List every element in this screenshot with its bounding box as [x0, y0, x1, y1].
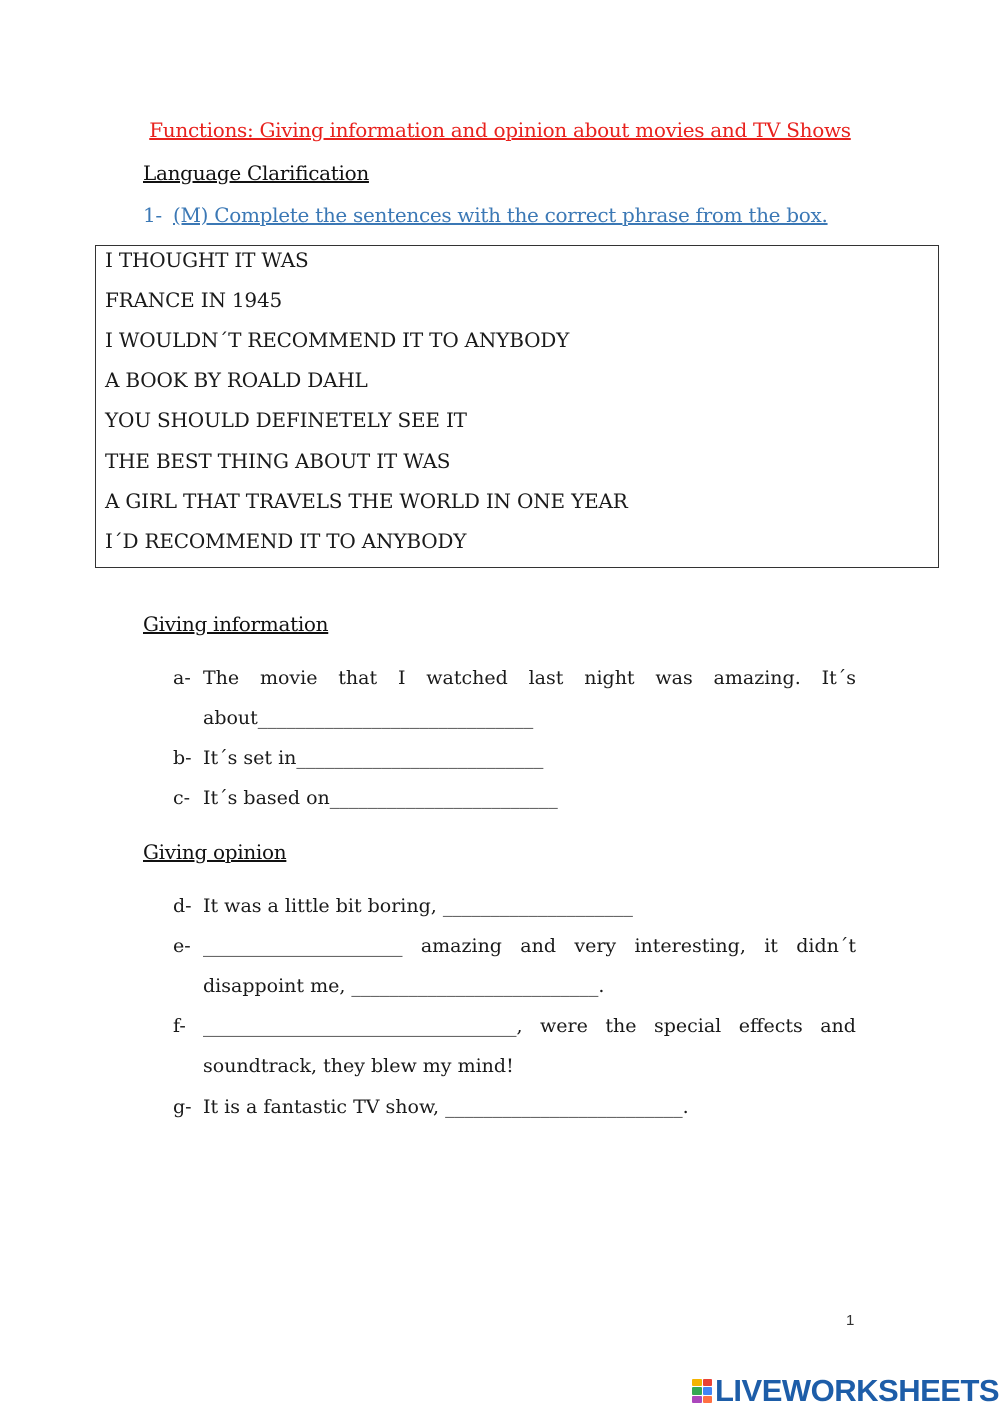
item-marker: g-	[173, 1096, 192, 1118]
sentence-a-blank[interactable]: about_____________________________	[203, 707, 534, 729]
giving-information-heading: Giving information	[143, 612, 329, 636]
sentence-g-blank[interactable]: It is a fantastic TV show, _________________________.	[203, 1096, 689, 1118]
box-phrase: I WOULDN´T RECOMMEND IT TO ANYBODY	[105, 328, 570, 352]
word: last	[528, 667, 564, 689]
word: was	[655, 667, 693, 689]
box-phrase: I THOUGHT IT WAS	[105, 248, 309, 272]
word: _________________________________,	[203, 1015, 523, 1037]
box-phrase: YOU SHOULD DEFINETELY SEE IT	[105, 408, 467, 432]
sentence-b-blank[interactable]: It´s set in__________________________	[203, 747, 544, 769]
box-phrase: A BOOK BY ROALD DAHL	[105, 368, 368, 392]
box-phrase: FRANCE IN 1945	[105, 288, 282, 312]
item-marker: c-	[173, 787, 191, 809]
exercise-instruction-text: (M) Complete the sentences with the correct phrase from the box.	[173, 203, 828, 227]
word: It´s	[821, 667, 856, 689]
liveworksheets-logo-icon	[692, 1379, 712, 1403]
phrase-box	[95, 245, 939, 568]
word: interesting,	[634, 935, 746, 957]
sentence-b	[173, 747, 856, 771]
word: amazing	[420, 935, 502, 957]
item-marker: e-	[173, 935, 191, 957]
sentence-a	[173, 667, 856, 731]
box-phrase: THE BEST THING ABOUT IT WAS	[105, 449, 451, 473]
word: and	[520, 935, 557, 957]
logo-text: LIVEWORKSHEETS	[715, 1373, 1000, 1408]
sentence-g	[173, 1096, 856, 1120]
page-number: 1	[846, 1312, 855, 1329]
sentence-e-blank[interactable]: disappoint me, __________________________.	[203, 975, 605, 997]
sentence-f-line2: soundtrack, they blew my mind!	[203, 1055, 514, 1077]
exercise-instruction	[143, 203, 828, 227]
word: special	[653, 1015, 722, 1037]
giving-opinion-heading: Giving opinion	[143, 840, 287, 864]
word: and	[820, 1015, 856, 1037]
sentence-c-blank[interactable]: It´s based on________________________	[203, 787, 558, 809]
sentence-f	[173, 1015, 856, 1079]
sentence-e-line1[interactable]	[203, 935, 856, 957]
word: _____________________	[203, 935, 403, 957]
word: were	[540, 1015, 588, 1037]
sentence-c	[173, 787, 856, 811]
page-title: Functions: Giving information and opinion about movies and TV Shows	[149, 118, 851, 142]
exercise-number: 1-	[143, 203, 162, 227]
word: the	[605, 1015, 637, 1037]
box-phrase: A GIRL THAT TRAVELS THE WORLD IN ONE YEAR	[105, 489, 628, 513]
sentence-d-blank[interactable]: It was a little bit boring, ____________________	[203, 895, 633, 917]
language-clarification-heading: Language Clarification	[143, 161, 369, 185]
word: it	[764, 935, 778, 957]
word: I	[397, 667, 406, 689]
word: effects	[738, 1015, 803, 1037]
sentence-f-line1[interactable]	[203, 1015, 856, 1037]
word: The	[203, 667, 240, 689]
word: very	[574, 935, 617, 957]
item-marker: d-	[173, 895, 192, 917]
word: that	[338, 667, 378, 689]
box-phrase: I´D RECOMMEND IT TO ANYBODY	[105, 529, 467, 553]
sentence-d	[173, 895, 856, 919]
item-marker: f-	[173, 1015, 186, 1037]
word: amazing.	[713, 667, 801, 689]
sentence-e	[173, 935, 856, 999]
item-marker: a-	[173, 667, 191, 689]
word: didn´t	[796, 935, 856, 957]
word: movie	[259, 667, 318, 689]
sentence-a-line1	[203, 667, 856, 689]
liveworksheets-logo[interactable]	[692, 1373, 999, 1409]
word: watched	[426, 667, 508, 689]
word: night	[584, 667, 635, 689]
item-marker: b-	[173, 747, 192, 769]
